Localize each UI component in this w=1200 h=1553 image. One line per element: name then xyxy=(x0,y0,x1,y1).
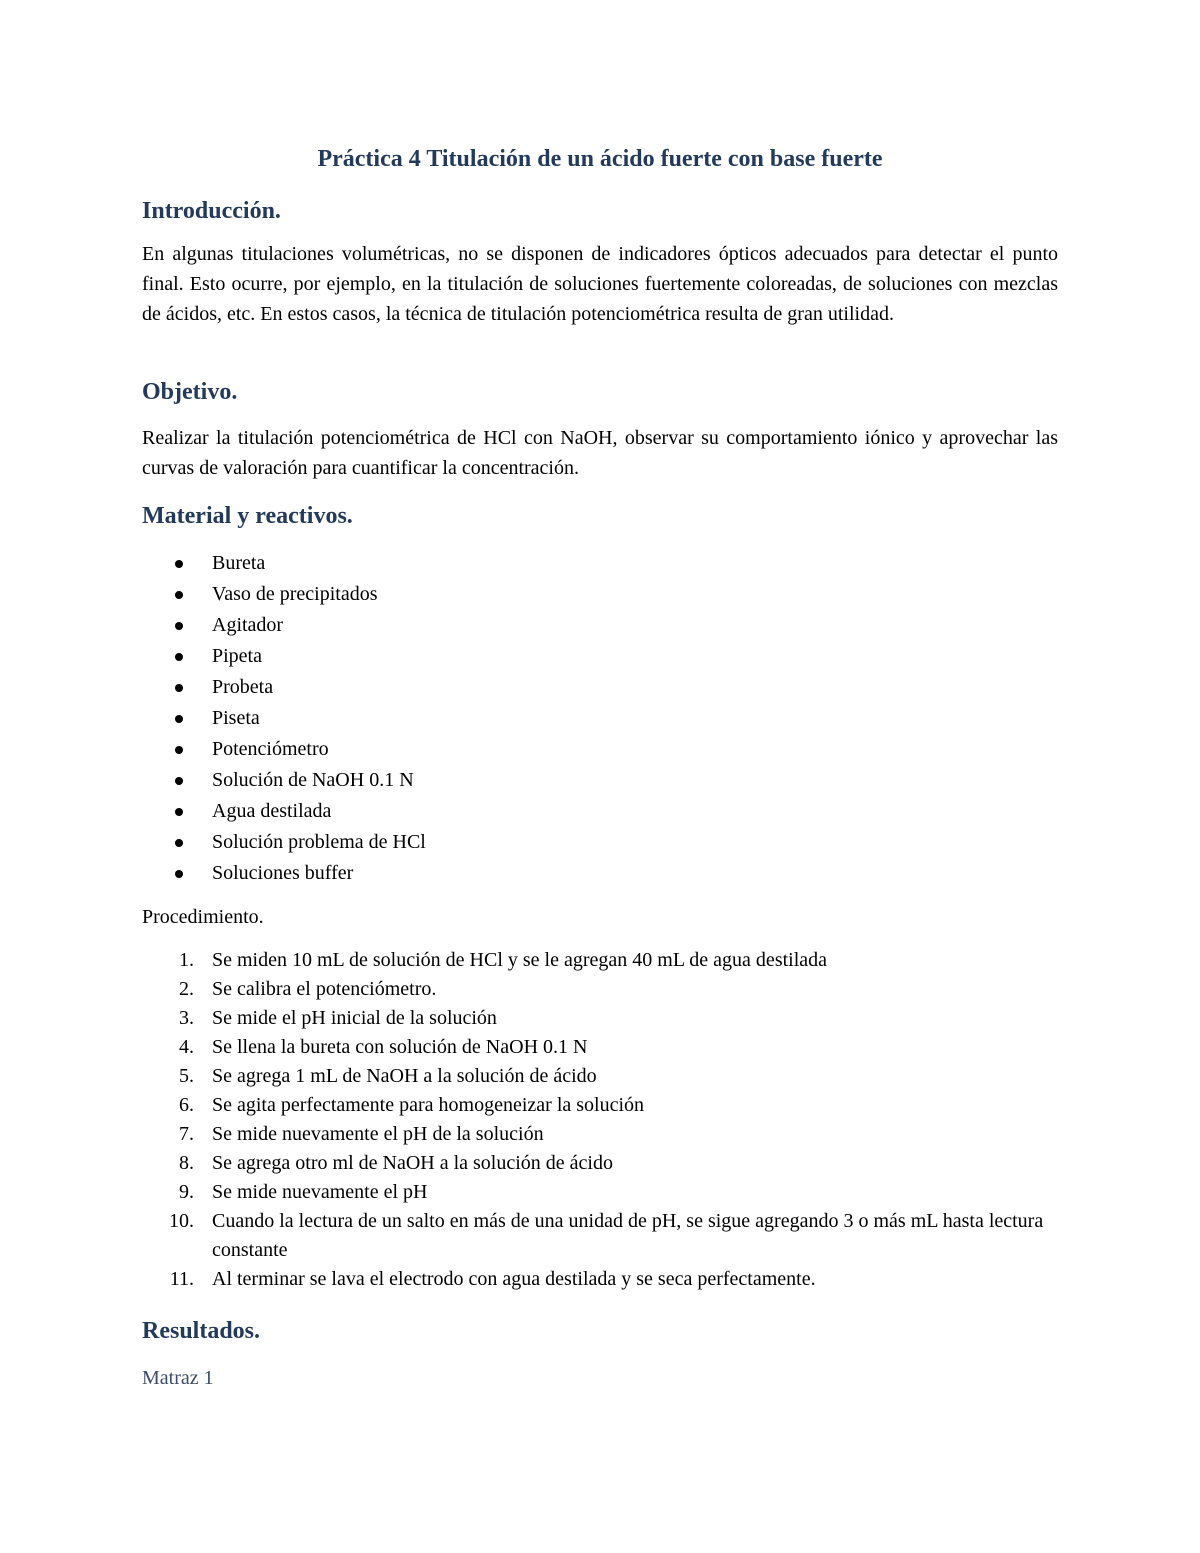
list-item xyxy=(142,946,1058,975)
procedimiento-label: Procedimiento. xyxy=(142,906,264,928)
list-item xyxy=(142,734,426,765)
bullet-icon xyxy=(175,560,183,568)
list-item-text: Bureta xyxy=(212,552,266,574)
list-item xyxy=(142,1033,1058,1062)
document-title: Práctica 4 Titulación de un ácido fuerte con base fuerte xyxy=(317,146,883,172)
list-item xyxy=(142,827,426,858)
list-item-text: Agua destilada xyxy=(212,800,332,822)
list-item-text: Solución problema de HCl xyxy=(212,831,426,853)
list-item xyxy=(142,1149,1058,1178)
list-item-text: Agitador xyxy=(212,614,284,636)
step-number: 11. xyxy=(169,1268,194,1290)
step-text: Se agrega otro ml de NaOH a la solución de ácido xyxy=(212,1152,613,1174)
objetivo-paragraph: Realizar la titulación potenciométrica de HCl con NaOH, observar su comportamiento iónico y aprovechar las curvas de valoración para cuantificar la concentración. xyxy=(142,427,1058,479)
bullet-icon xyxy=(175,684,183,692)
list-item xyxy=(142,1004,1058,1033)
bullet-icon xyxy=(175,653,183,661)
step-number: 9. xyxy=(179,1181,194,1203)
list-item xyxy=(142,765,426,796)
step-number: 7. xyxy=(179,1123,194,1145)
list-item xyxy=(142,548,426,579)
step-number: 2. xyxy=(179,978,194,1000)
introduccion-heading: Introducción. xyxy=(142,198,281,224)
list-item xyxy=(142,703,426,734)
list-item-text: Soluciones buffer xyxy=(212,862,354,884)
step-number: 10. xyxy=(169,1210,194,1232)
step-text: Se mide nuevamente el pH de la solución xyxy=(212,1123,544,1145)
bullet-icon xyxy=(175,746,183,754)
step-text: Se mide el pH inicial de la solución xyxy=(212,1007,497,1029)
material-heading: Material y reactivos. xyxy=(142,503,353,529)
bullet-icon xyxy=(175,808,183,816)
step-number: 4. xyxy=(179,1036,194,1058)
step-number: 5. xyxy=(179,1065,194,1087)
list-item-text: Vaso de precipitados xyxy=(212,583,378,605)
step-text: Se agita perfectamente para homogeneizar la solución xyxy=(212,1094,645,1116)
list-item xyxy=(142,1207,1058,1265)
bullet-icon xyxy=(175,715,183,723)
bullet-icon xyxy=(175,591,183,599)
step-number: 1. xyxy=(179,949,194,971)
list-item xyxy=(142,672,426,703)
step-number: 6. xyxy=(179,1094,194,1116)
list-item xyxy=(142,1091,1058,1120)
list-item xyxy=(142,1120,1058,1149)
step-text: Se calibra el potenciómetro. xyxy=(212,978,437,1000)
list-item xyxy=(142,796,426,827)
list-item-text: Potenciómetro xyxy=(212,738,329,760)
resultados-heading: Resultados. xyxy=(142,1318,261,1344)
step-text: Se agrega 1 mL de NaOH a la solución de ácido xyxy=(212,1065,597,1087)
procedimiento-list xyxy=(142,946,1058,1294)
list-item-text: Pipeta xyxy=(212,645,262,667)
list-item xyxy=(142,579,426,610)
step-number: 8. xyxy=(179,1152,194,1174)
introduccion-paragraph: En algunas titulaciones volumétricas, no se disponen de indicadores ópticos adecuados para detectar el punto final. Esto ocurre, por ejemplo, en la titulación de soluciones fuertemente coloreadas, de soluciones con mezclas de ácidos, etc. En estos casos, la técnica de titulación potenciométrica resulta de gran utilidad. xyxy=(142,243,1058,325)
step-text: Se llena la bureta con solución de NaOH 0.1 N xyxy=(212,1036,588,1058)
step-text: Cuando la lectura de un salto en más de una unidad de pH, se sigue agregando 3 o más mL hasta lectura constante xyxy=(212,1210,1044,1261)
step-number: 3. xyxy=(179,1007,194,1029)
material-list xyxy=(142,548,426,889)
bullet-icon xyxy=(175,870,183,878)
list-item-text: Solución de NaOH 0.1 N xyxy=(212,769,414,791)
bullet-icon xyxy=(175,777,183,785)
step-text: Se miden 10 mL de solución de HCl y se le agregan 40 mL de agua destilada xyxy=(212,949,828,971)
list-item-text: Piseta xyxy=(212,707,260,729)
list-item xyxy=(142,1265,1058,1294)
step-text: Se mide nuevamente el pH xyxy=(212,1181,428,1203)
list-item xyxy=(142,641,426,672)
list-item xyxy=(142,975,1058,1004)
list-item xyxy=(142,858,426,889)
objetivo-heading: Objetivo. xyxy=(142,379,238,405)
list-item xyxy=(142,1062,1058,1091)
list-item xyxy=(142,610,426,641)
bullet-icon xyxy=(175,622,183,630)
list-item-text: Probeta xyxy=(212,676,274,698)
list-item xyxy=(142,1178,1058,1207)
step-text: Al terminar se lava el electrodo con agua destilada y se seca perfectamente. xyxy=(212,1268,816,1290)
bullet-icon xyxy=(175,839,183,847)
matraz-subheading: Matraz 1 xyxy=(142,1367,214,1389)
